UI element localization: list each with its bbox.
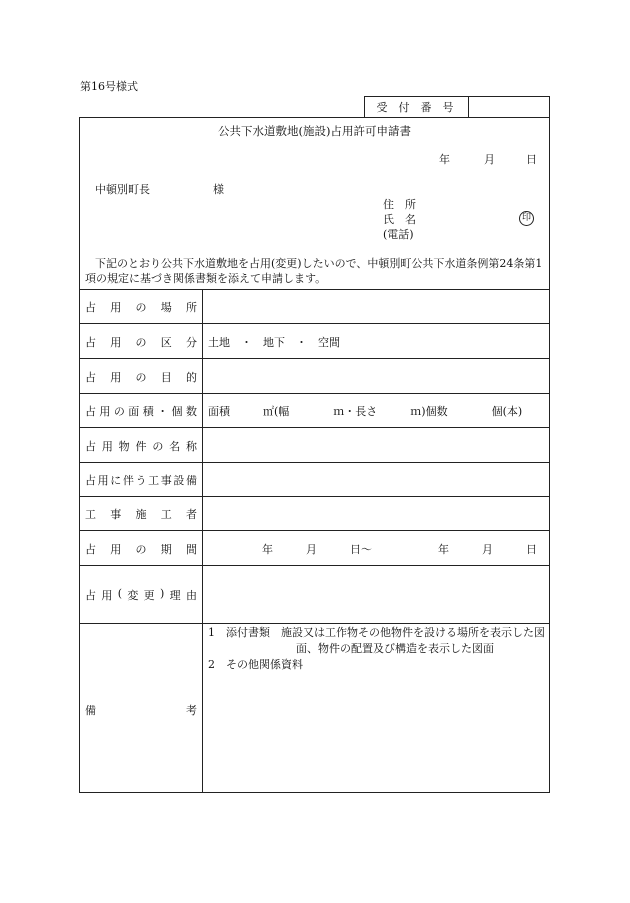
applicant-name-label: 氏 名 (383, 213, 416, 226)
intro-text: 下記のとおり公共下水道敷地を占用(変更)したいので、中頓別町公共下水道条例第24条第1項の規定に基づき関係書類を添えて申請します。 (85, 257, 543, 285)
label-remarks: 備 考 (85, 704, 197, 717)
row-divider (79, 289, 550, 290)
remarks-item: 1 添付書類 施設又は工作物その他物件を設ける場所を表示した図 (208, 626, 545, 639)
remarks-item: 2 その他関係資料 (208, 658, 303, 671)
row-divider (79, 623, 550, 624)
row-divider (79, 565, 550, 566)
reception-number-field[interactable] (469, 97, 549, 117)
application-sheet (79, 117, 550, 793)
row-divider (79, 393, 550, 394)
period-field[interactable]: 年 月 日～ 年 月 日 (262, 543, 537, 556)
row-divider (79, 427, 550, 428)
label-construction: 占 用 に 伴 う 工 事 設 備 (85, 474, 197, 487)
addressee: 中頓別町長 (95, 183, 150, 196)
honorific: 様 (213, 183, 224, 196)
applicant-phone-label: (電話) (383, 228, 414, 241)
date-year: 年 (439, 153, 450, 166)
row-divider (79, 323, 550, 324)
form-number: 第16号様式 (80, 80, 138, 93)
row-divider (79, 462, 550, 463)
label-place: 占 用 の 場 所 (85, 301, 197, 314)
label-category: 占 用 の 区 分 (85, 336, 197, 349)
remarks-item: 面、物件の配置及び構造を表示した図面 (296, 642, 494, 655)
column-divider (202, 289, 203, 793)
category-options[interactable]: 土地 ・ 地下 ・ 空間 (208, 336, 340, 349)
label-contractor: 工 事 施 工 者 (85, 508, 197, 521)
form-title: 公共下水道敷地(施設)占用許可申請書 (218, 124, 411, 138)
date-day: 日 (526, 153, 537, 166)
reception-number-box (364, 96, 550, 118)
label-reason: 占 用 ( 変 更 ) 理 由 (85, 587, 197, 602)
row-divider (79, 358, 550, 359)
label-purpose: 占 用 の 目 的 (85, 371, 197, 384)
row-divider (79, 530, 550, 531)
label-period: 占 用 の 期 間 (85, 543, 197, 556)
date-month: 月 (484, 153, 495, 166)
area-field[interactable]: 面積 ㎡(幅 ｍ・長さ ｍ)個数 個(本) (208, 405, 523, 418)
row-divider (79, 496, 550, 497)
label-area: 占 用 の 面 積 ・ 個 数 (85, 405, 197, 418)
seal-mark: 印 (519, 211, 534, 226)
label-object: 占 用 物 件 の 名 称 (85, 440, 197, 453)
reception-number-label: 受付番号 (365, 97, 469, 117)
applicant-address-label: 住 所 (383, 198, 416, 211)
